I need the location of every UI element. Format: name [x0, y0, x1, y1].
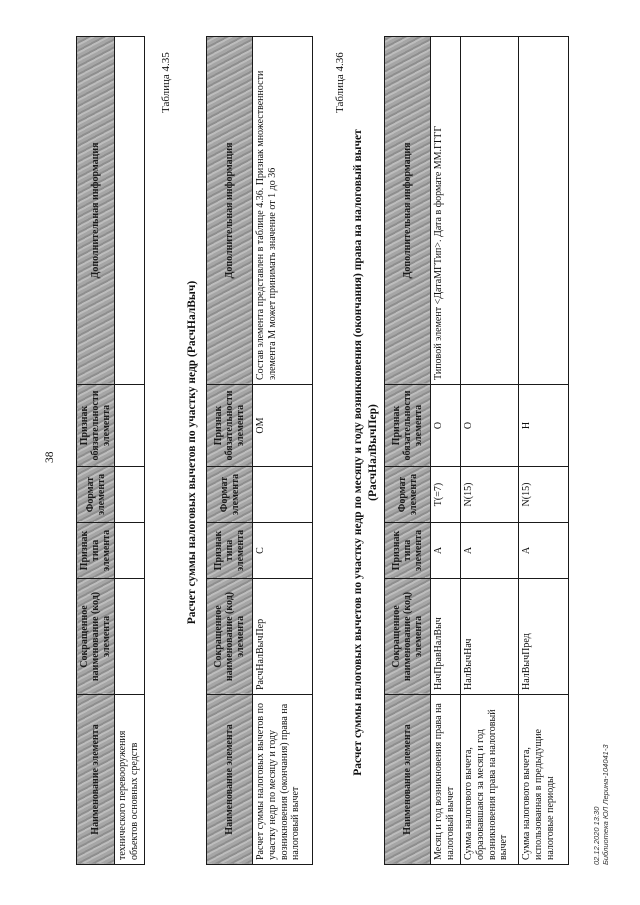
- table-436: [384, 36, 569, 865]
- table-cell: Сумма налогового вычета, использованная в предыдущие налоговые периоды: [519, 695, 569, 865]
- table-cell: Типовой элемент <ДатаМГТип>. Дата в формате ММ.ГГГГ: [431, 37, 461, 385]
- print-stamp: [592, 744, 610, 865]
- table-row: [519, 37, 569, 865]
- header-cell: Признак типа элемента: [207, 523, 253, 579]
- table-cell: [461, 37, 519, 385]
- table-cell: [253, 467, 313, 523]
- table-cell: [115, 579, 145, 695]
- table-cell: технического перевооружения объектов основных средств: [115, 695, 145, 865]
- page-number: 38: [44, 451, 56, 463]
- table-cell: О: [431, 385, 461, 467]
- table-cell: ОМ: [253, 385, 313, 467]
- header-cell: Сокращенное наименование (код) элемента: [207, 579, 253, 695]
- header-cell: Наименование элемента: [77, 695, 115, 865]
- table-row: [253, 37, 313, 865]
- table-caption-435: Таблица 4.35: [160, 52, 172, 113]
- header-cell: Наименование элемента: [385, 695, 431, 865]
- header-cell: Формат элемента: [207, 467, 253, 523]
- table-title-436-line1: Расчет суммы налоговых вычетов по участку недр по месяцу и году возникновения (окончания) права на налоговый вычет: [352, 129, 364, 776]
- table-header-row: [207, 37, 253, 865]
- table-cell: Н: [519, 385, 569, 467]
- header-cell: Сокращенное наименование (код) элемента: [385, 579, 431, 695]
- table-cell: С: [253, 523, 313, 579]
- stamp-source: Библиотека ЮЛ Лерина-104041-3: [601, 744, 610, 865]
- table-cell: НалВычНач: [461, 579, 519, 695]
- table-cell: НалВычПред: [519, 579, 569, 695]
- table-cell: [115, 467, 145, 523]
- header-cell: Формат элемента: [385, 467, 431, 523]
- table-row: [461, 37, 519, 865]
- table-title-436-line2: (РасчНалВычПер): [367, 404, 379, 501]
- table-header-row: [385, 37, 431, 865]
- table-cell: НачПравНалВыч: [431, 579, 461, 695]
- header-cell: Дополнительная информация: [207, 37, 253, 385]
- table-cell: Сумма налогового вычета, образовавшаяся за месяц и год возникновения права на налоговый вычет: [461, 695, 519, 865]
- stamp-date: 02.12.2020 13:30: [592, 806, 601, 865]
- header-cell: Признак типа элемента: [385, 523, 431, 579]
- table-cell: N(15): [461, 467, 519, 523]
- table-continuation: [76, 36, 145, 865]
- table-cell: [115, 523, 145, 579]
- table-title-435: Расчет суммы налоговых вычетов по участку недр (РасчНалВыч): [186, 280, 198, 625]
- table-cell: А: [461, 523, 519, 579]
- table-cell: РасчНалВычПер: [253, 579, 313, 695]
- table-cell: [519, 37, 569, 385]
- header-cell: Формат элемента: [77, 467, 115, 523]
- table-cell: Состав элемента представлен в таблице 4.36. Признак множественности элемента М может принимать значение от 1 до 36: [253, 37, 313, 385]
- table-cell: Месяц и год возникновения права на налоговый вычет: [431, 695, 461, 865]
- header-cell: Сокращенное наименование (код) элемента: [77, 579, 115, 695]
- table-cell: N(15): [519, 467, 569, 523]
- table-cell: А: [431, 523, 461, 579]
- header-cell: Дополнительная информация: [77, 37, 115, 385]
- table-cell: А: [519, 523, 569, 579]
- table-header-row: [77, 37, 115, 865]
- header-cell: Дополнительная информация: [385, 37, 431, 385]
- header-cell: Признак типа элемента: [77, 523, 115, 579]
- table-cell: T(=7): [431, 467, 461, 523]
- header-cell: Признак обязательности элемента: [77, 385, 115, 467]
- header-cell: Признак обязательности элемента: [385, 385, 431, 467]
- table-cell: [115, 37, 145, 385]
- header-cell: Признак обязательности элемента: [207, 385, 253, 467]
- table-cell: Расчет суммы налоговых вычетов по участку недр по месяцу и году возникновения (окончания) права на налоговый вычет: [253, 695, 313, 865]
- table-cell: О: [461, 385, 519, 467]
- table-row: [115, 37, 145, 865]
- table-cell: [115, 385, 145, 467]
- table-caption-436: Таблица 4.36: [334, 52, 346, 113]
- table-row: [431, 37, 461, 865]
- table-435: [206, 36, 313, 865]
- header-cell: Наименование элемента: [207, 695, 253, 865]
